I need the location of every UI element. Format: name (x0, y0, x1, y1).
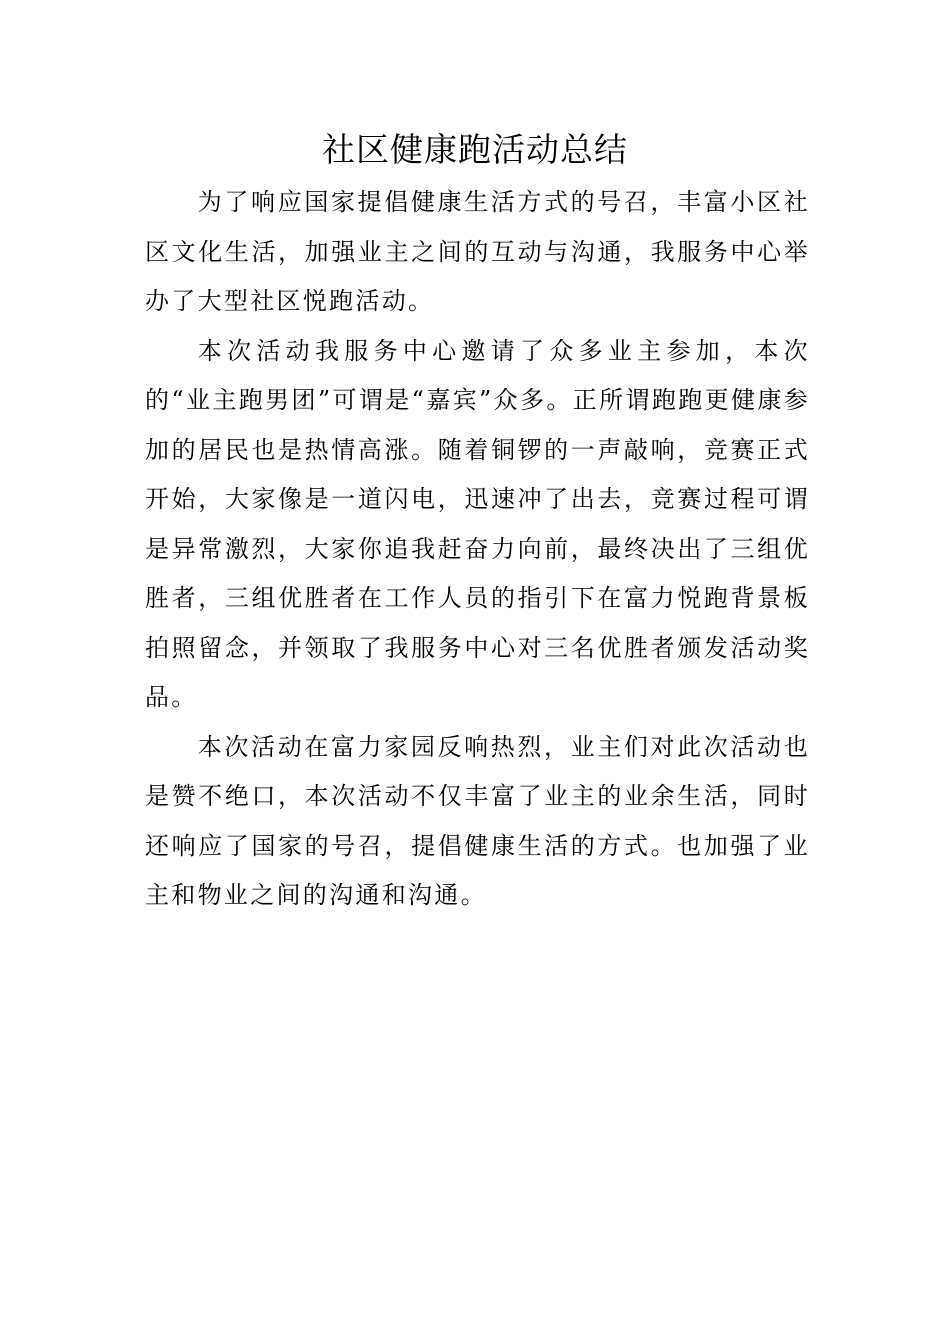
paragraph-intro: 为了响应国家提倡健康生活方式的号召，丰富小区社区文化生活，加强业主之间的互动与沟通，我服务中心举办了大型社区悦跑活动。 (145, 188, 810, 315)
paragraph-conclusion: 本次活动在富力家园反响热烈，业主们对此次活动也是赞不绝口，本次活动不仅丰富了业主的业余生活，同时还响应了国家的号召，提倡健康生活的方式。也加强了业主和物业之间的沟通和沟通。 (145, 732, 810, 909)
paragraph-event-details: 本次活动我服务中心邀请了众多业主参加，本次的“业主跑男团”可谓是“嘉宾”众多。正所谓跑跑更健康参加的居民也是热情高涨。随着铜锣的一声敲响，竞赛正式开始，大家像是一道闪电，迅速冲了出去，竞赛过程可谓是异常激烈，大家你追我赶奋力向前，最终决出了三组优胜者，三组优胜者在工作人员的指引下在富力悦跑背景板拍照留念，并领取了我服务中心对三名优胜者颁发活动奖品。 (145, 336, 810, 711)
document-title: 社区健康跑活动总结 (322, 130, 628, 169)
document-body (145, 178, 810, 921)
